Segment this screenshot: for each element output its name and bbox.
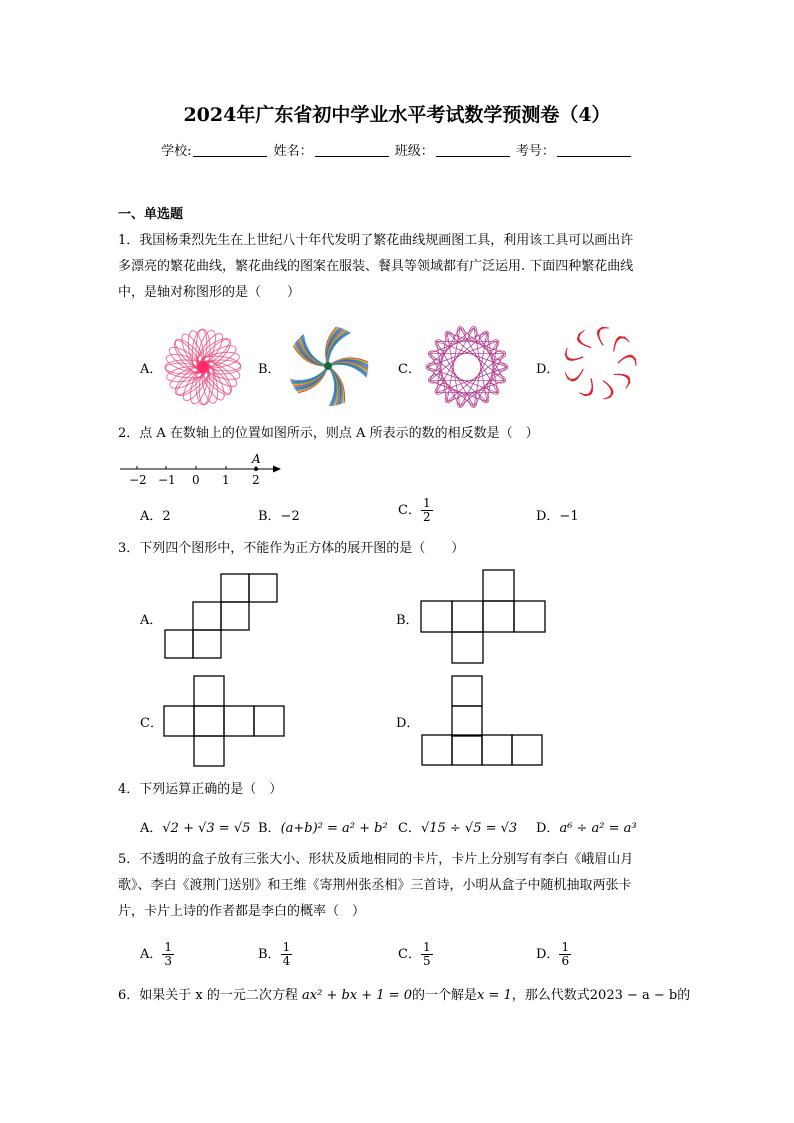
q5-line1: 5．不透明的盒子放有三张大小、形状及质地相同的卡片，卡片上分别写有李白《峨眉山月 — [118, 852, 634, 867]
q4-option-a-label: A． — [140, 821, 163, 836]
q5-line2: 歌》、李白《渡荆门送别》和王维《寄荆州张丞相》三首诗，小明从盒子中随机抽取两张卡 — [118, 878, 632, 893]
q2-option-d[interactable]: D．−1 — [536, 509, 579, 524]
tick-label: 1 — [222, 473, 230, 487]
tick-label: −2 — [129, 473, 147, 487]
q3-option-b[interactable]: B． — [396, 613, 419, 628]
q5-option-a[interactable] — [140, 941, 174, 968]
q5-line3: 片，卡片上诗的作者都是李白的概率（ ） — [118, 904, 366, 919]
class-label: 班级： — [394, 144, 434, 159]
q3-option-c[interactable]: C． — [140, 716, 163, 731]
exam-no-label: 考号： — [515, 144, 555, 159]
question-6 — [118, 983, 691, 1009]
fraction: $\frac{1}{5}$ — [422, 940, 431, 968]
fraction: $\frac{1}{2}$ — [422, 496, 431, 524]
q5-option-a-label: A． — [140, 947, 163, 962]
exam-title: 2024年广东省初中学业水平考试数学预测卷（4） — [183, 104, 611, 126]
q4-option-b[interactable] — [258, 817, 388, 836]
q6-text-3: ，那么代数式 — [511, 988, 590, 1003]
tick-label: 0 — [192, 473, 200, 487]
q2-option-b[interactable]: B．−2 — [258, 509, 300, 524]
q5-option-c[interactable] — [398, 941, 433, 968]
q6-solution: x = 1 — [477, 988, 512, 1003]
q6-equation: ax² + bx + 1 = 0 — [302, 988, 412, 1003]
question-4: 4．下列运算正确的是（ ） — [118, 782, 283, 797]
q4-option-b-label: B． — [258, 821, 281, 836]
q6-text-4: 的 — [677, 988, 691, 1003]
q6-text-2: 的一个解是 — [411, 988, 477, 1003]
q1-option-a[interactable]: A． — [140, 362, 163, 377]
q1-option-d[interactable]: D． — [536, 362, 560, 377]
question-5 — [118, 847, 678, 925]
q4-option-d-expr: a⁶ ÷ a² = a³ — [559, 821, 637, 836]
q4-option-d-label: D． — [536, 821, 560, 836]
q1-line1: 1．我国杨秉烈先生在上世纪八十年代发明了繁花曲线规画图工具，利用该工具可以画出许 — [118, 233, 634, 248]
q5-option-d-label: D． — [536, 947, 560, 962]
q3-option-a[interactable]: A． — [140, 613, 163, 628]
q1-line2: 多漂亮的繁花曲线，繁花曲线的图案在服装、餐具等领域都有广泛运用. 下面四种繁花曲线 — [118, 259, 634, 274]
q2-option-a[interactable]: A．2 — [140, 509, 171, 524]
q5-option-d[interactable] — [536, 941, 571, 968]
q4-option-c-expr: √15 ÷ √5 = √3 — [420, 821, 518, 836]
q6-expression: 2023 − a − b — [589, 988, 678, 1003]
q6-text-1: 6．如果关于 x 的一元二次方程 — [118, 988, 298, 1003]
q4-option-d[interactable] — [536, 817, 637, 836]
tick-label: −1 — [158, 473, 176, 487]
q1-line3: 中，是轴对称图形的是（ ） — [118, 285, 301, 300]
q4-option-a-expr: √2 + √3 = √5 — [162, 821, 251, 836]
q4-option-b-expr: (a+b)² = a² + b² — [280, 821, 388, 836]
fraction: $\frac{1}{3}$ — [164, 940, 173, 968]
q5-option-b-label: B． — [258, 947, 281, 962]
fraction: $\frac{1}{4}$ — [282, 940, 291, 968]
school-label: 学校: — [161, 144, 192, 159]
point-a-label: A — [252, 452, 261, 466]
q4-option-c-label: C． — [398, 821, 421, 836]
question-2: 2．点 A 在数轴上的位置如图所示，则点 A 所表示的数的相反数是（ ） — [118, 426, 539, 441]
question-3: 3．下列四个图形中，不能作为正方体的展开图的是（ ） — [118, 541, 465, 556]
tick-label: 2 — [252, 473, 260, 487]
name-label: 姓名： — [273, 144, 313, 159]
q4-option-c[interactable] — [398, 817, 517, 836]
fraction: $\frac{1}{6}$ — [561, 940, 570, 968]
section-heading: 一、单选题 — [118, 207, 184, 222]
q5-option-b[interactable] — [258, 941, 292, 968]
q1-option-b[interactable]: B． — [258, 362, 281, 377]
q3-option-d[interactable]: D． — [396, 716, 420, 731]
q2-option-c-label: C． — [398, 503, 421, 518]
q5-option-c-label: C． — [398, 947, 421, 962]
q4-option-a[interactable] — [140, 817, 250, 836]
q1-option-c[interactable]: C． — [398, 362, 421, 377]
